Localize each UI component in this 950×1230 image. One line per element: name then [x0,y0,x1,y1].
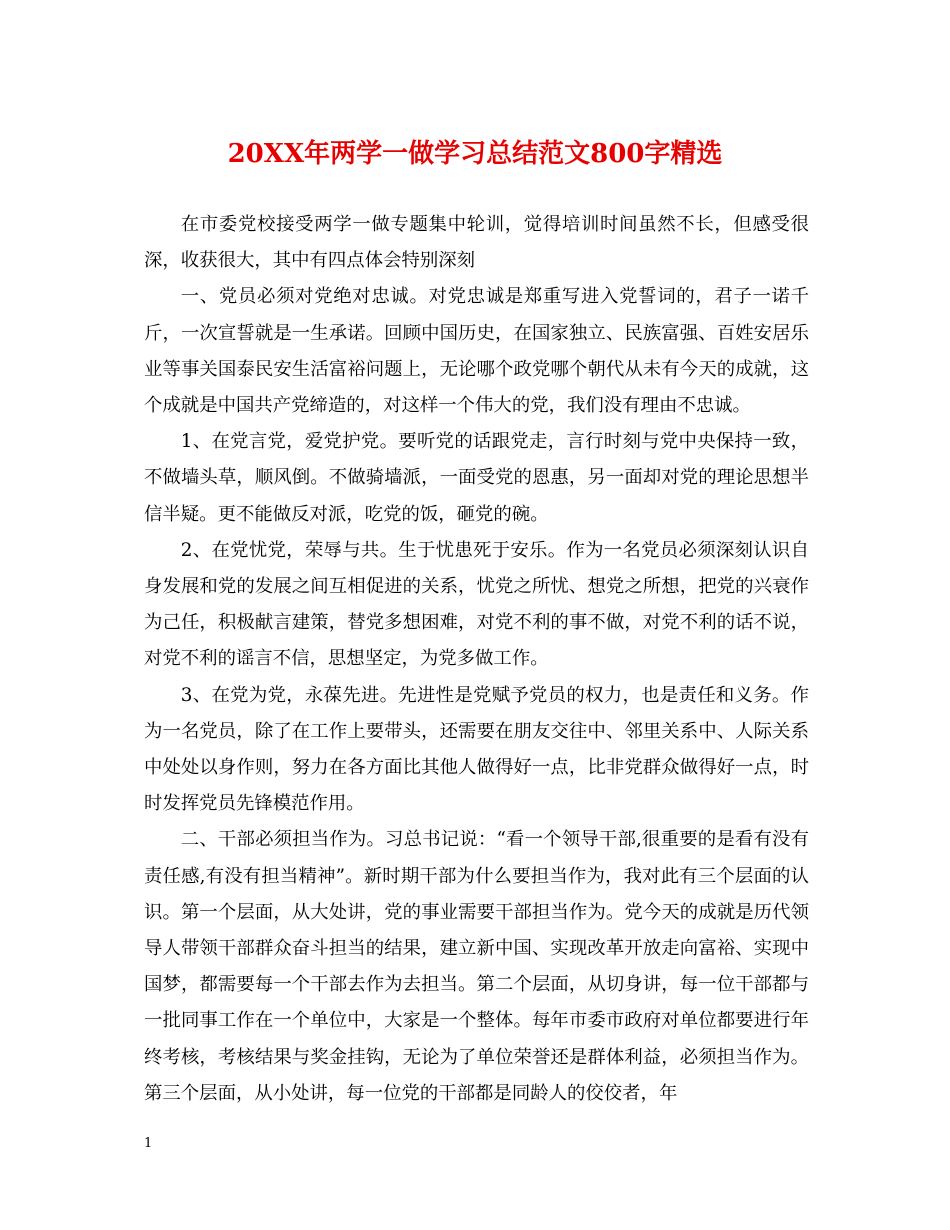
paragraph-intro: 在市委党校接受两学一做专题集中轮训，觉得培训时间虽然不长，但感受很深，收获很大，其中有四点体会特别深刻 [144,214,809,272]
paragraph-section-one: 一、党员必须对党绝对忠诚。对党忠诚是郑重写进入党誓词的，君子一诺千斤，一次宣誓就是一生承诺。回顾中国历史，在国家独立、民族富强、百姓安居乐业等事关国泰民安生活富裕问题上，无论哪个政党哪个朝代从未有今天的成就，这个成就是中国共产党缔造的，对这样一个伟大的党，我们没有理由不忠诚。 [144,286,809,417]
paragraph-point-two: 2、在党忧党，荣辱与共。生于忧患死于安乐。作为一名党员必须深刻认识自身发展和党的发展之间互相促进的关系，忧党之所忧、想党之所想，把党的兴衰作为己任，积极献言建策，替党多想困难，对党不利的事不做，对党不利的话不说，对党不利的谣言不信，思想坚定，为党多做工作。 [144,539,809,670]
page-number: 1 [144,1136,153,1151]
paragraph-section-two: 二、干部必须担当作为。习总书记说：“看一个领导干部,很重要的是看有没有责任感,有没有担当精神”。新时期干部为什么要担当作为，我对此有三个层面的认识。第一个层面，从大处讲，党的事业需要干部担当作为。党今天的成就是历代领导人带领干部群众奋斗担当的结果，建立新中国、实现改革开放走向富裕、实现中国梦，都需要每一个干部去作为去担当。第二个层面，从切身讲，每一位干部都与一批同事工作在一个单位中，大家是一个整体。每年市委市政府对单位都要进行年终考核，考核结果与奖金挂钩，无论为了单位荣誉还是群体利益，必须担当作为。第三个层面，从小处讲，每一位党的干部都是同龄人的佼佼者，年 [144,829,809,1104]
document-title: 20XX年两学一做学习总结范文800字精选 [227,139,723,169]
document-body [144,207,809,1112]
paragraph-point-one: 1、在党言党，爱党护党。要听党的话跟党走，言行时刻与党中央保持一致，不做墙头草，顺风倒。不做骑墙派，一面受党的恩惠，另一面却对党的理论思想半信半疑。更不能做反对派，吃党的饭，砸党的碗。 [144,431,809,525]
paragraph-point-three: 3、在党为党，永葆先进。先进性是党赋予党员的权力，也是责任和义务。作为一名党员，除了在工作上要带头，还需要在朋友交往中、邻里关系中、人际关系中处处以身作则，努力在各方面比其他人做得好一点，比非党群众做得好一点，时时发挥党员先锋模范作用。 [144,684,809,815]
